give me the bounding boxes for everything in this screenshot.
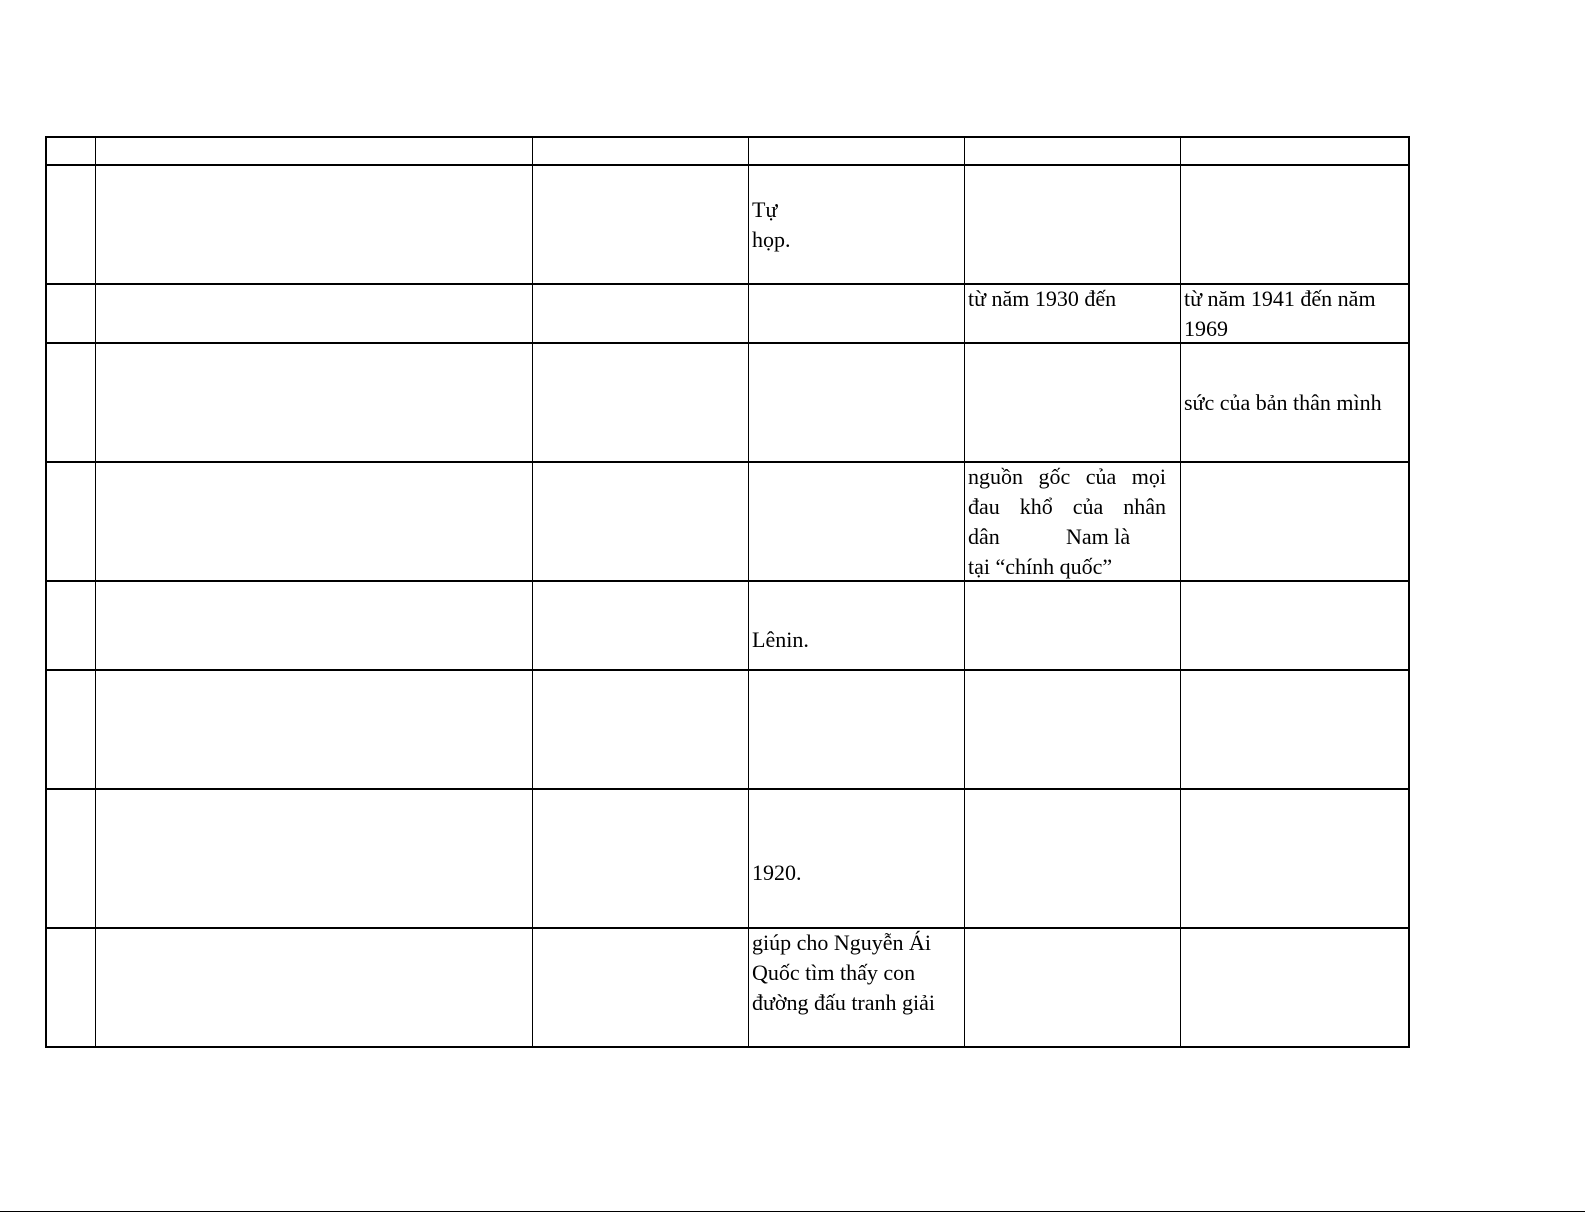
cell-text-line: đường đấu tranh giải bbox=[752, 990, 936, 1015]
cell-text-line: Tự bbox=[752, 197, 778, 222]
row-divider bbox=[45, 164, 1410, 166]
cell-text-line: 1920. bbox=[752, 860, 802, 885]
page-edge-line bbox=[0, 1211, 1585, 1212]
cell-row1-col4 bbox=[752, 195, 791, 255]
cell-row2-col6 bbox=[1184, 284, 1376, 344]
table-border-right bbox=[1408, 136, 1410, 1048]
row-divider bbox=[45, 461, 1410, 463]
cell-text-line: từ năm 1930 đến bbox=[968, 286, 1117, 311]
cell-text-line: từ năm 1941 đến năm bbox=[1184, 286, 1376, 311]
cell-row8-col4 bbox=[752, 928, 935, 1018]
column-divider bbox=[532, 136, 533, 1048]
cell-text-line bbox=[968, 522, 1166, 552]
row-divider bbox=[45, 669, 1410, 671]
cell-text-line: Quốc tìm thấy con bbox=[752, 960, 916, 985]
cell-text-fragment: Nam là bbox=[1066, 524, 1131, 549]
table-border-top bbox=[45, 136, 1410, 138]
cell-text-line: tại “chính quốc” bbox=[968, 554, 1113, 579]
cell-text-line: Lênin. bbox=[752, 627, 809, 652]
cell-row4-col5 bbox=[968, 462, 1166, 582]
cell-text-line: 1969 bbox=[1184, 316, 1228, 341]
table-border-bottom bbox=[45, 1046, 1410, 1048]
cell-row7-col4 bbox=[752, 858, 802, 888]
column-divider bbox=[964, 136, 965, 1048]
cell-text-line: sức của bản thân mình bbox=[1184, 390, 1382, 415]
cell-row3-col6 bbox=[1184, 388, 1382, 418]
table-border-left bbox=[45, 136, 47, 1048]
column-divider bbox=[748, 136, 749, 1048]
cell-text-line: nguồn gốc của mọi bbox=[968, 464, 1166, 489]
column-divider bbox=[1180, 136, 1181, 1048]
column-divider bbox=[95, 136, 96, 1048]
row-divider bbox=[45, 927, 1410, 929]
cell-text-line: họp. bbox=[752, 227, 791, 252]
cell-row5-col4 bbox=[752, 625, 809, 655]
cell-text-line: giúp cho Nguyễn Ái bbox=[752, 930, 932, 955]
row-divider bbox=[45, 580, 1410, 582]
cell-row2-col5 bbox=[968, 284, 1116, 314]
cell-text-fragment: dân bbox=[968, 524, 1000, 549]
row-divider bbox=[45, 788, 1410, 790]
cell-text-line: đau khổ của nhân bbox=[968, 494, 1166, 519]
